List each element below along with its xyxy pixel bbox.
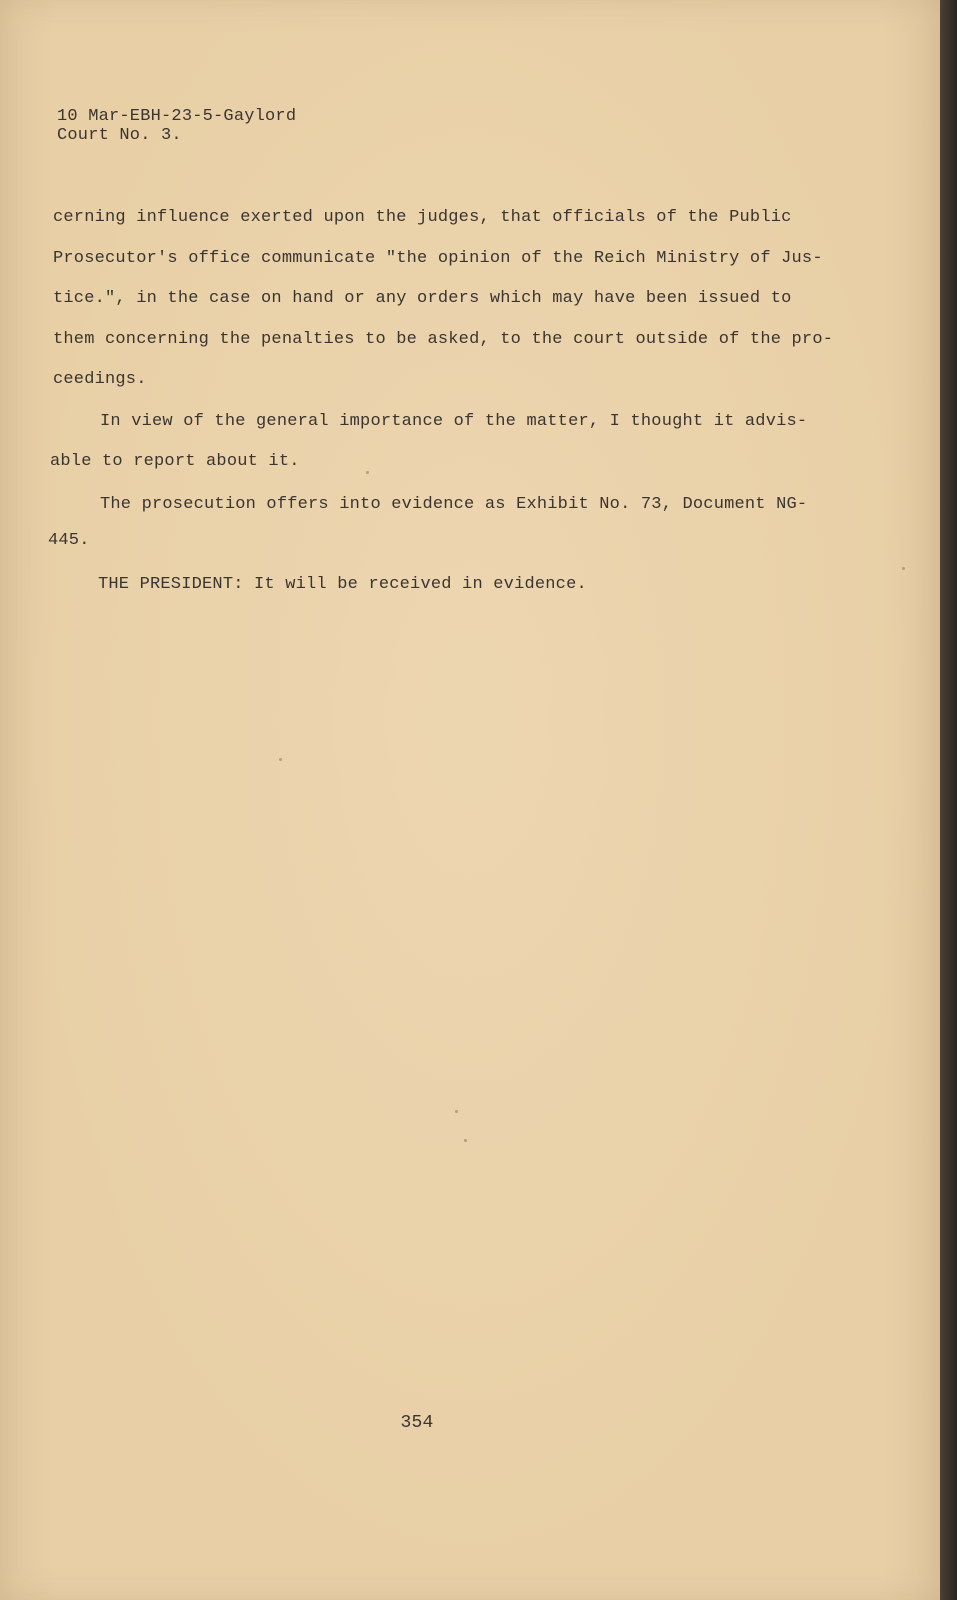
scan-edge <box>940 0 957 1600</box>
paper-speck <box>366 471 369 474</box>
paper-speck <box>279 758 282 761</box>
body-line-7: able to report about it. <box>50 452 300 471</box>
body-line-4: them concerning the penalties to be asked, to the court outside of the pro- <box>53 330 834 349</box>
paper-speck <box>902 567 905 570</box>
header-session-code: 10 Mar-EBH-23-5-Gaylord <box>57 107 297 126</box>
header-court-number: Court No. 3. <box>57 126 182 145</box>
paper-speck <box>455 1110 458 1113</box>
body-line-8: The prosecution offers into evidence as Exhibit No. 73, Document NG- <box>100 495 808 514</box>
body-line-9: 445. <box>48 531 90 550</box>
body-line-2: Prosecutor's office communicate "the opinion of the Reich Ministry of Jus- <box>53 249 823 268</box>
paper-speck <box>464 1139 467 1142</box>
body-line-1: cerning influence exerted upon the judges, that officials of the Public <box>53 208 792 227</box>
body-line-3: tice.", in the case on hand or any orders which may have been issued to <box>53 289 792 308</box>
document-header <box>57 107 296 145</box>
page-number: 354 <box>400 1413 434 1433</box>
body-line-6: In view of the general importance of the matter, I thought it advis- <box>100 412 808 431</box>
body-line-5: ceedings. <box>53 370 147 389</box>
president-statement: THE PRESIDENT: It will be received in evidence. <box>98 575 587 594</box>
